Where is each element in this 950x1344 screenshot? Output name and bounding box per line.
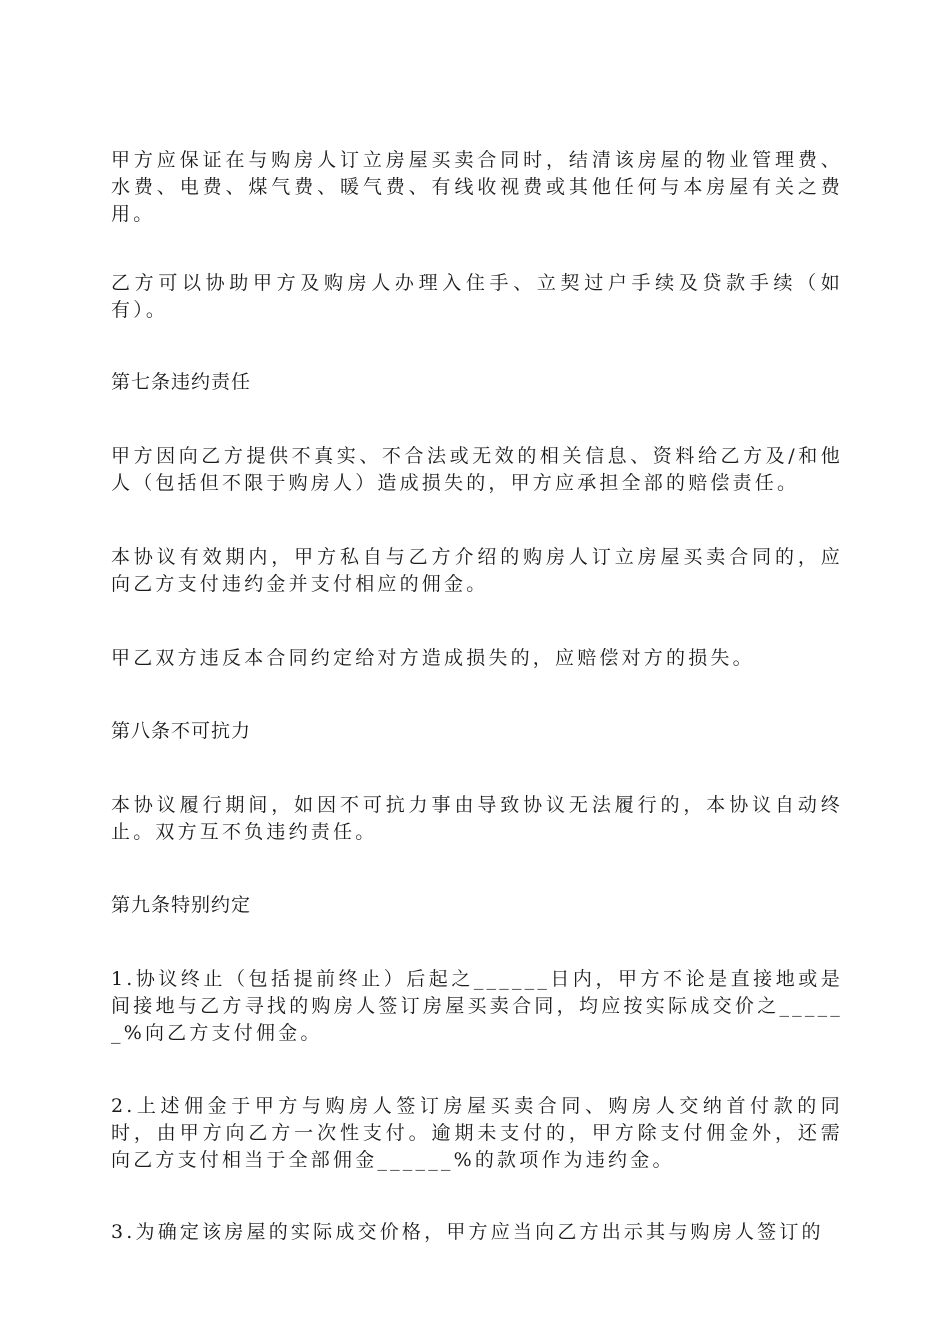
heading-article-8: 第八条不可抗力 xyxy=(111,720,252,742)
paragraph-false-info-liability: 甲方因向乙方提供不真实、不合法或无效的相关信息、资料给乙方及/和他人（包括但不限于购房人）造成损失的，甲方应承担全部的赔偿责任。 xyxy=(111,445,843,494)
heading-article-9: 第九条特别约定 xyxy=(111,894,252,916)
paragraph-assist-procedures: 乙方可以协助甲方及购房人办理入住手、立契过户手续及贷款手续（如有）。 xyxy=(111,272,843,321)
paragraph-force-majeure: 本协议履行期间，如因不可抗力事由导致协议无法履行的，本协议自动终止。双方互不负违约责任。 xyxy=(111,794,843,843)
heading-article-7: 第七条违约责任 xyxy=(111,371,252,393)
paragraph-special-clause-3: 3.为确定该房屋的实际成交价格，甲方应当向乙方出示其与购房人签订的 xyxy=(111,1221,824,1243)
paragraph-special-clause-2: 2.上述佣金于甲方与购房人签订房屋买卖合同、购房人交纳首付款的同时，由甲方向乙方一次性支付。逾期未支付的，甲方除支付佣金外，还需向乙方支付相当于全部佣金______%的款项作为违约金。 xyxy=(111,1095,843,1171)
paragraph-private-contract-penalty: 本协议有效期内，甲方私自与乙方介绍的购房人订立房屋买卖合同的，应向乙方支付违约金并支付相应的佣金。 xyxy=(111,546,843,595)
paragraph-special-clause-1: 1.协议终止（包括提前终止）后起之______日内，甲方不论是直接地或是间接地与乙方寻找的购房人签订房屋买卖合同，均应按实际成交价之______%向乙方支付佣金。 xyxy=(111,968,843,1044)
paragraph-breach-compensation: 甲乙双方违反本合同约定给对方造成损失的，应赔偿对方的损失。 xyxy=(111,647,755,669)
paragraph-fee-settlement: 甲方应保证在与购房人订立房屋买卖合同时，结清该房屋的物业管理费、水费、电费、煤气费、暖气费、有线收视费或其他任何与本房屋有关之费用。 xyxy=(111,149,843,225)
